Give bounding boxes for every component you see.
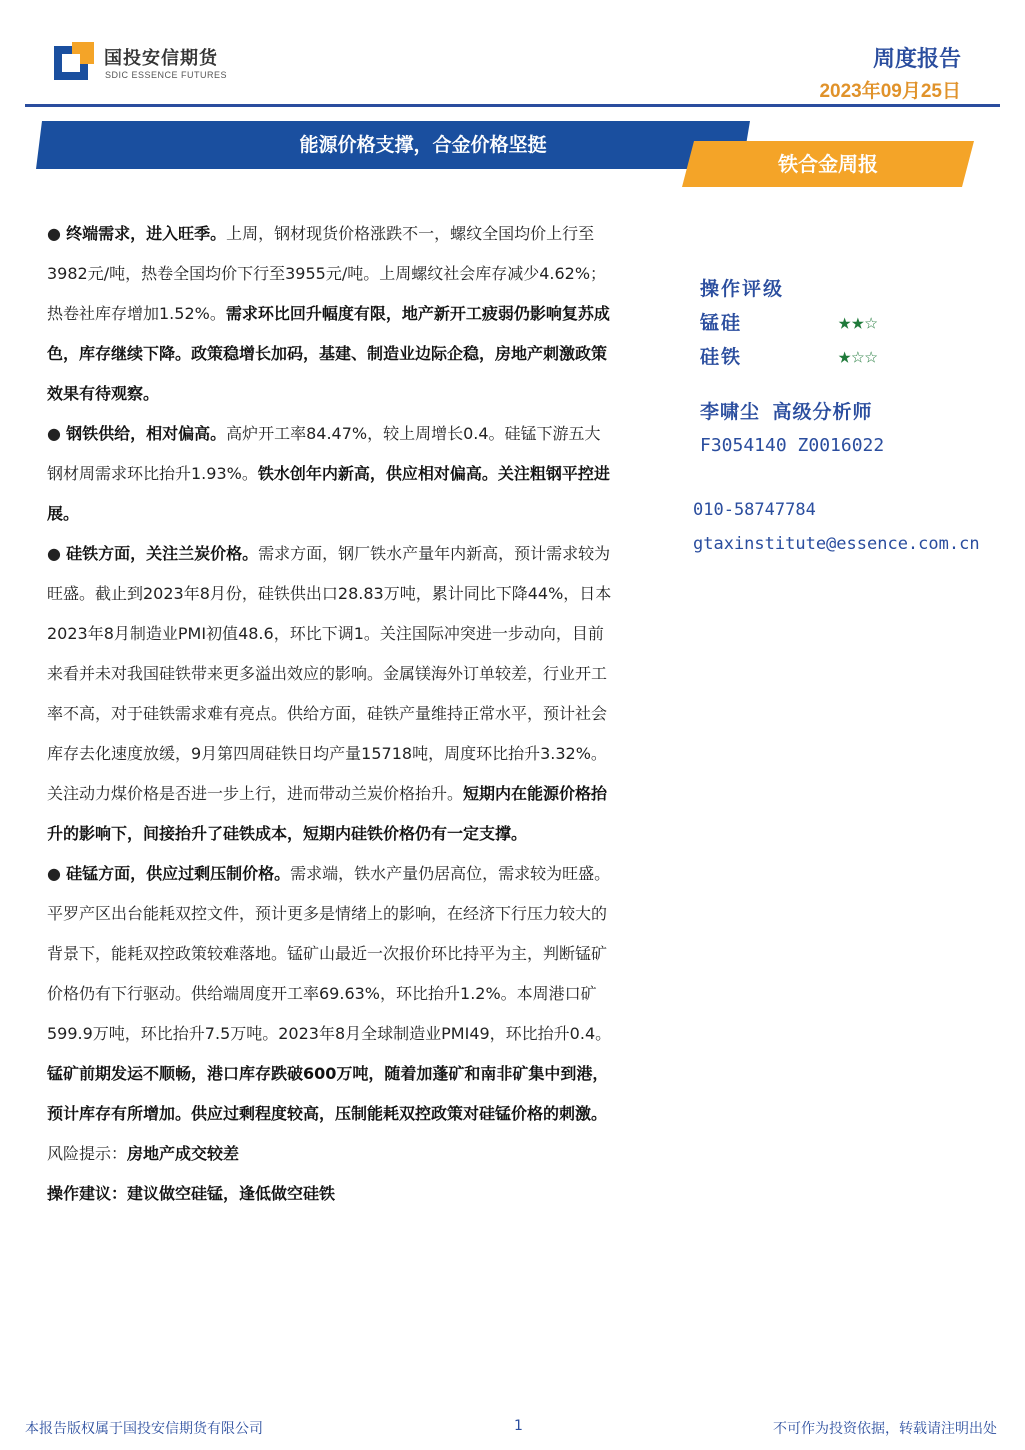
rating-name: 硅铁: [700, 346, 743, 368]
page-number: 1: [514, 1418, 523, 1434]
sidebar: [700, 272, 1020, 463]
rating-title: 操作评级: [700, 278, 785, 300]
company-logo: [54, 42, 234, 86]
star-rating-icon: ★★☆: [838, 310, 878, 335]
advice-text: 建议做空硅锰，逢低做空硅铁: [127, 1184, 336, 1203]
paragraph-conclusion: 需求环比回升幅度有限，地产新开工疲弱仍影响复苏成色，库存继续下降。政策稳增长加码，基建、制造业边际企稳，房地产刺激政策效果有待观察。: [47, 304, 610, 403]
report-date: 2023年09月25日: [819, 81, 961, 102]
paragraph-supply: [47, 414, 613, 534]
paragraph-conclusion: 铁水创年内新高，供应相对偏高。关注粗钢平控进展。: [47, 464, 610, 523]
logo-chinese-name: 国投安信期货: [104, 48, 218, 69]
risk-label: 风险提示：: [47, 1144, 128, 1163]
paragraph-demand: [47, 214, 613, 414]
report-tag: 铁合金周报: [778, 152, 878, 176]
footer-copyright: 本报告版权属于国投安信期货有限公司: [25, 1421, 263, 1437]
advice-label: 操作建议：: [47, 1184, 128, 1203]
contact-phone: 010-58747784: [693, 500, 816, 520]
logo-mark-icon: [54, 42, 94, 82]
operation-advice: [47, 1174, 613, 1214]
star-rating-icon: ★☆☆: [838, 344, 878, 369]
report-body: [47, 214, 613, 1214]
bullet-icon: ●: [47, 224, 61, 243]
paragraph-text: 高炉开工率84.47%，较上周增长0.4。硅锰下游五大钢材周需求环比抬升1.93%。: [47, 424, 601, 483]
header-divider: [25, 104, 1000, 107]
risk-note: [47, 1134, 613, 1174]
paragraph-text: 上周，钢材现货价格涨跌不一，螺纹全国均价上行至3982元/吨，热卷全国均价下行至3955元/吨。上周螺纹社会库存减少4.62%；热卷社库存增加1.52%。: [47, 224, 607, 323]
paragraph-conclusion: 锰矿前期发运不顺畅，港口库存跌破600万吨，随着加蓬矿和南非矿集中到港，预计库存有所增加。供应过剩程度较高，压制能耗双控政策对硅锰价格的刺激。: [47, 1064, 609, 1123]
paragraph-text: 需求方面，钢厂铁水产量年内新高，预计需求较为旺盛。截止到2023年8月份，硅铁供出口28.83万吨，累计同比下降44%，日本2023年8月制造业PMI初值48.6，环比下调1。关注国际冲突进一步动向，目前来看并未对我国硅铁带来更多溢出效应的影响。金属镁海外订单较差，行业开工率不高，对于硅铁需求难有亮点。供给方面，硅铁产量维持正常水平，预计社会库存去化速度放缓，9月第四周硅铁日均产量15718吨，周度环比抬升3.32%。关注动力煤价格是否进一步上行，进而带动兰炭价格抬升。: [47, 544, 612, 803]
bullet-icon: ●: [47, 424, 61, 443]
paragraph-silicomanganese: [47, 854, 613, 1134]
logo-english-name: SDIC ESSENCE FUTURES: [105, 70, 228, 80]
paragraph-lead: 钢铁供给，相对偏高。: [66, 424, 227, 443]
paragraph-conclusion: 短期内在能源价格抬升的影响下，间接抬升了硅铁成本，短期内硅铁价格仍有一定支撑。: [47, 784, 608, 843]
report-title: 能源价格支撑，合金价格坚挺: [299, 134, 547, 156]
report-type: 周度报告: [872, 47, 961, 72]
paragraph-lead: 硅铁方面，关注兰炭价格。: [66, 544, 259, 563]
bullet-icon: ●: [47, 544, 61, 563]
analyst-certificate: F3054140 Z0016022: [700, 435, 885, 456]
paragraph-lead: 硅锰方面，供应过剩压制价格。: [66, 864, 291, 883]
rating-row-silicomanganese: [700, 306, 1020, 340]
paragraph-lead: 终端需求，进入旺季。: [66, 224, 227, 243]
risk-text: 房地产成交较差: [127, 1144, 240, 1163]
rating-name: 锰硅: [700, 312, 743, 334]
analyst-name: 李啸尘 高级分析师: [700, 401, 873, 423]
rating-row-ferrosilicon: [700, 340, 1020, 374]
footer-disclaimer: 不可作为投资依据，转载请注明出处: [773, 1421, 997, 1437]
contact-email[interactable]: gtaxinstitute@essence.com.cn: [693, 534, 980, 554]
contact-info: [693, 493, 980, 561]
paragraph-text: 需求端，铁水产量仍居高位，需求较为旺盛。平罗产区出台能耗双控文件，预计更多是情绪上的影响，在经济下行压力较大的背景下，能耗双控政策较难落地。锰矿山最近一次报价环比持平为主，判断锰矿价格仍有下行驱动。供给端周度开工率69.63%，环比抬升1.2%。本周港口矿599.9万吨，环比抬升7.5万吨。2023年8月全球制造业PMI49，环比抬升0.4。: [47, 864, 612, 1043]
bullet-icon: ●: [47, 864, 61, 883]
paragraph-ferrosilicon: [47, 534, 613, 854]
